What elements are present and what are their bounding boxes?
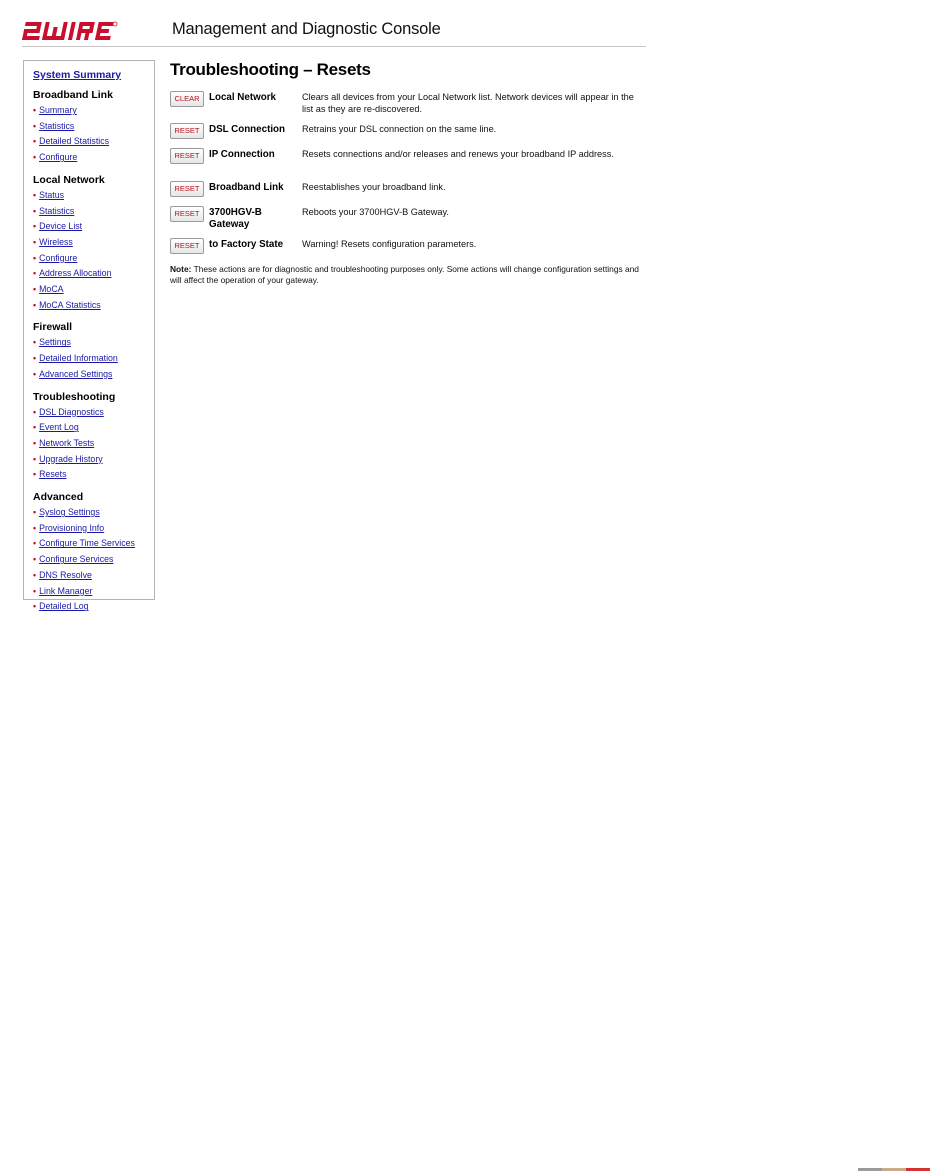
nav-link-advanced-settings[interactable]: Advanced Settings (39, 368, 113, 379)
nav-link-moca-statistics[interactable]: MoCA Statistics (39, 299, 101, 310)
nav-item-advanced-settings: • Advanced Settings (33, 368, 113, 379)
nav-link-configure-services[interactable]: Configure Services (39, 554, 114, 565)
nav-link-configure[interactable]: Configure (39, 152, 78, 163)
section-troubleshooting: Troubleshooting (33, 390, 116, 403)
nav-item-moca: • MoCA (33, 284, 64, 295)
nav-item-wireless: • Wireless (33, 236, 73, 247)
nav-item-detailed-information: • Detailed Information (33, 353, 118, 364)
2wire-logo-icon (22, 21, 118, 41)
section-local-network: Local Network (33, 173, 105, 186)
nav-link-status[interactable]: Status (39, 189, 65, 200)
nav-link-configure-time-services[interactable]: Configure Time Services (39, 538, 135, 549)
nav-link-resets[interactable]: Resets (39, 469, 67, 480)
nav-item-upgrade-history: • Upgrade History (33, 453, 103, 464)
nav-item-address-allocation: • Address Allocation (33, 268, 112, 279)
row-label: IP Connection (209, 149, 275, 160)
row-label: Local Network (209, 92, 276, 103)
nav-item-dsl-diagnostics: • DSL Diagnostics (33, 406, 104, 417)
row-description: Reboots your 3700HGV-B Gateway. (302, 207, 449, 217)
nav-item-network-tests: • Network Tests (33, 437, 95, 448)
nav-link-network-tests[interactable]: Network Tests (39, 437, 95, 448)
nav-item-statistics: • Statistics (33, 120, 75, 131)
nav-link-link-manager[interactable]: Link Manager (39, 585, 93, 596)
nav-item-resets: • Resets (33, 469, 67, 480)
row-description: Warning! Resets configuration parameters. (302, 239, 477, 249)
nav-link-address-allocation[interactable]: Address Allocation (39, 268, 112, 279)
reset-broadband-link-button[interactable]: RESET (170, 181, 204, 197)
nav-item-configure: • Configure (33, 152, 78, 163)
nav-item-event-log: • Event Log (33, 422, 79, 433)
nav-link-moca[interactable]: MoCA (39, 284, 64, 295)
nav-link-dsl-diagnostics[interactable]: DSL Diagnostics (39, 406, 104, 417)
note-body: These actions are for diagnostic and troubleshooting purposes only. Some actions will change configuration settings and will affect the operation of your gateway. (170, 264, 639, 285)
nav-link-event-log[interactable]: Event Log (39, 422, 79, 433)
system-summary-link[interactable]: System Summary (33, 69, 122, 81)
note-text (170, 264, 650, 286)
nav-link-ln-statistics[interactable]: Statistics (39, 205, 75, 216)
nav-link-upgrade-history[interactable]: Upgrade History (39, 453, 103, 464)
header-divider (22, 46, 646, 47)
row-description: Reestablishes your broadband link. (302, 182, 446, 192)
nav-link-statistics[interactable]: Statistics (39, 120, 75, 131)
nav-link-device-list[interactable]: Device List (39, 221, 83, 232)
reset-dsl-connection-button[interactable]: RESET (170, 123, 204, 139)
nav-item-detailed-statistics: • Detailed Statistics (33, 136, 110, 147)
reset-ip-connection-button[interactable]: RESET (170, 148, 204, 164)
nav-item-link-manager: • Link Manager (33, 585, 93, 596)
clear-local-network-button[interactable]: CLEAR (170, 91, 204, 107)
row-label: to Factory State (209, 239, 284, 250)
nav-item-statistics: • Statistics (33, 205, 75, 216)
nav-link-detailed-statistics[interactable]: Detailed Statistics (39, 136, 110, 147)
nav-item-detailed-log: • Detailed Log (33, 601, 89, 612)
nav-link-wireless[interactable]: Wireless (39, 236, 73, 247)
nav-item-summary: • Summary (33, 105, 77, 115)
nav-link-ln-configure[interactable]: Configure (39, 252, 78, 263)
nav-item-configure-time-services: • Configure Time Services (33, 538, 135, 549)
row-label: 3700HGV-B Gateway (209, 207, 262, 230)
console-title: Management and Diagnostic Console (172, 20, 441, 38)
2wire-logo (22, 21, 118, 41)
reset-gateway-button[interactable]: RESET (170, 206, 204, 222)
nav-link-settings[interactable]: Settings (39, 337, 71, 348)
nav-item-dns-resolve: • DNS Resolve (33, 569, 92, 580)
row-label: DSL Connection (209, 124, 286, 135)
nav-item-settings: • Settings (33, 337, 71, 348)
nav-item-configure-services: • Configure Services (33, 554, 114, 565)
nav-link-detailed-log[interactable]: Detailed Log (39, 601, 89, 612)
row-description: Retrains your DSL connection on the same line. (302, 124, 497, 134)
section-broadband-link: Broadband Link (33, 89, 113, 101)
section-firewall: Firewall (33, 321, 73, 334)
row-description: Clears all devices from your Local Network list. Network devices will appear in the list as they are re-discovered. (302, 92, 634, 114)
sidebar-nav (23, 60, 155, 612)
nav-link-syslog-settings[interactable]: Syslog Settings (39, 507, 100, 518)
nav-link-provisioning-info[interactable]: Provisioning Info (39, 522, 105, 533)
nav-item-moca-statistics: • MoCA Statistics (33, 299, 101, 310)
nav-item-configure: • Configure (33, 252, 78, 263)
nav-link-detailed-information[interactable]: Detailed Information (39, 353, 118, 364)
nav-item-device-list: • Device List (33, 221, 83, 232)
nav-link-dns-resolve[interactable]: DNS Resolve (39, 569, 92, 580)
nav-item-syslog-settings: • Syslog Settings (33, 507, 100, 518)
row-description: Resets connections and/or releases and renews your broadband IP address. (302, 149, 614, 159)
note-label: Note: (170, 264, 192, 274)
row-label: Broadband Link (209, 182, 284, 193)
nav-link-summary[interactable]: Summary (39, 105, 77, 115)
section-advanced: Advanced (33, 491, 84, 504)
nav-item-provisioning-info: • Provisioning Info (33, 522, 105, 533)
nav-item-status: • Status (33, 189, 65, 200)
reset-factory-state-button[interactable]: RESET (170, 238, 204, 254)
page-title: Troubleshooting – Resets (170, 60, 371, 79)
